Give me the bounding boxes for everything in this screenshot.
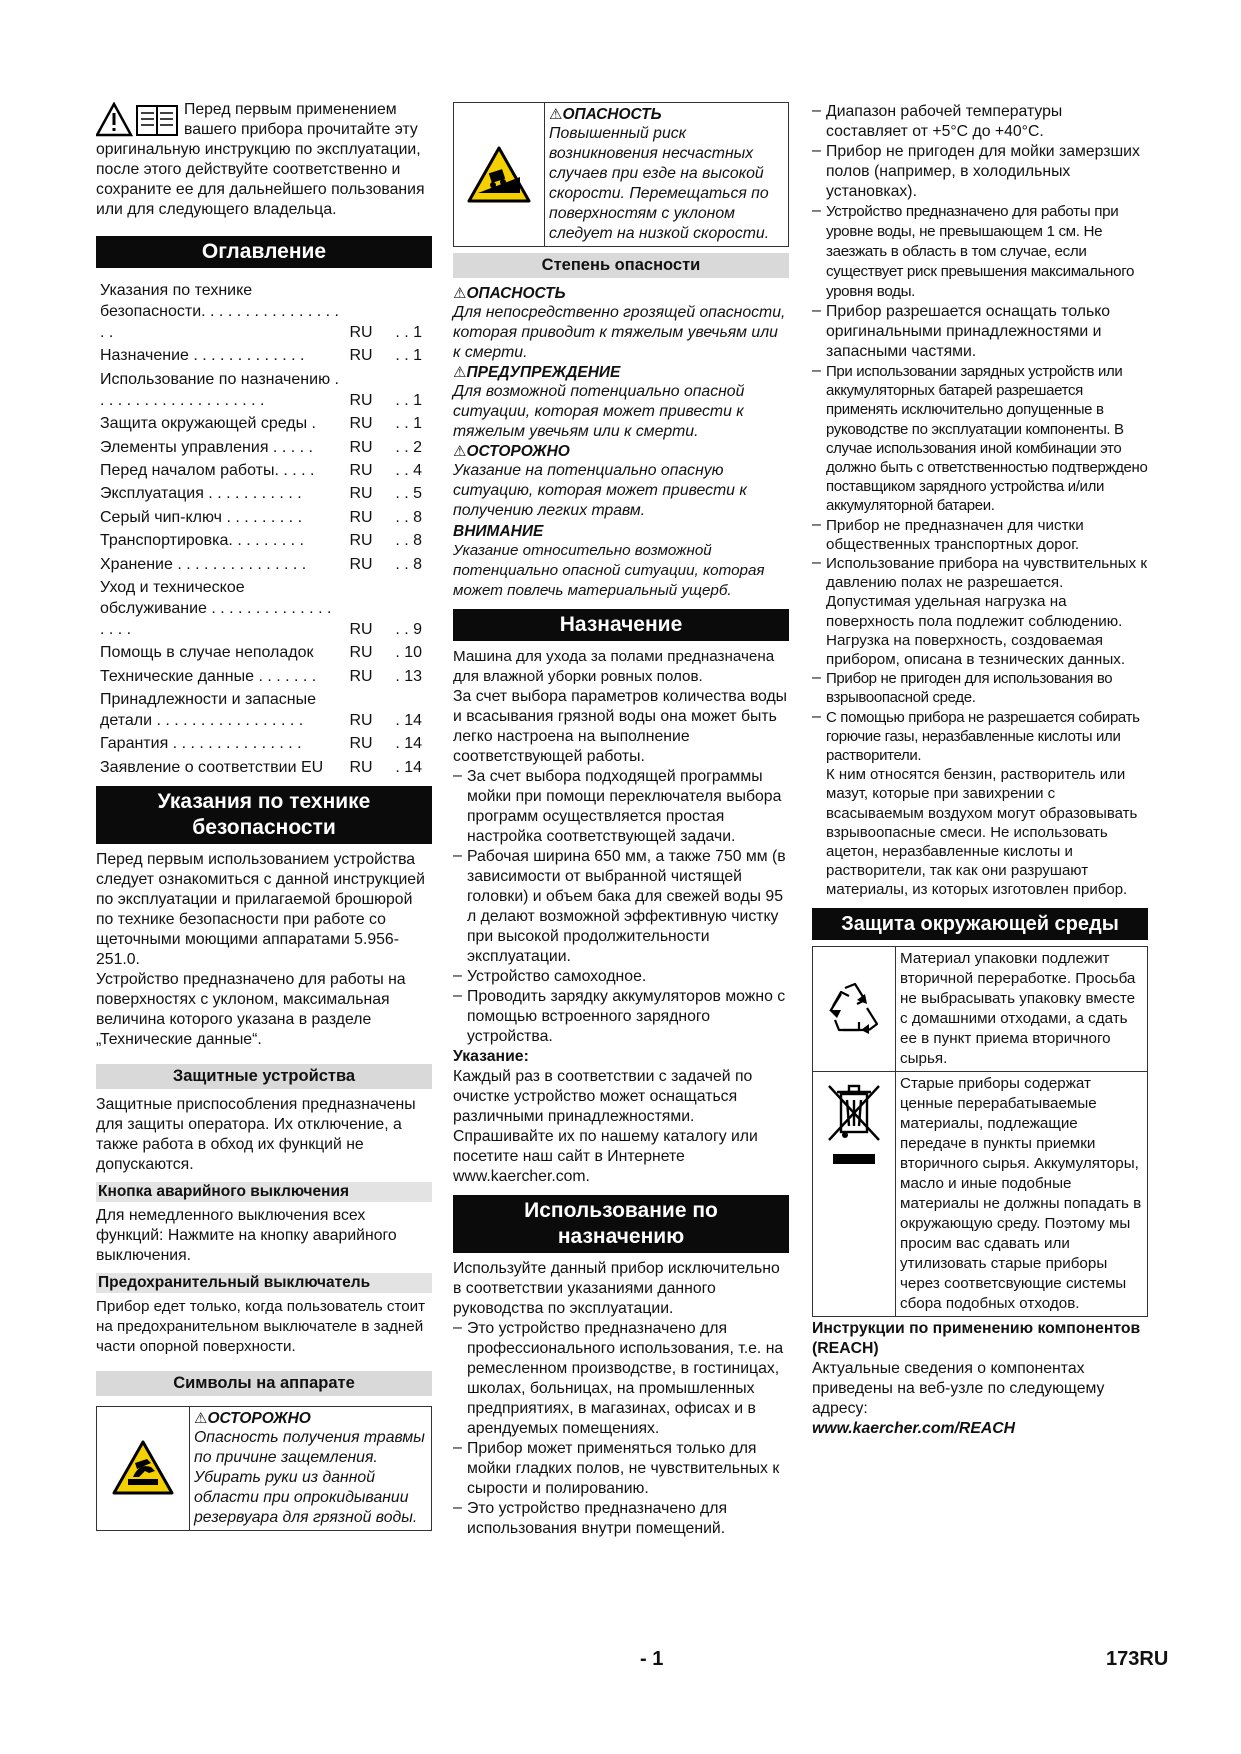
toc-row[interactable]: Гарантия . . . . . . . . . . . . . . . RU . 14 — [100, 735, 422, 753]
list-item: – Диапазон рабочей температуры составляет от +5°C до +40°C. — [812, 102, 1063, 140]
intended-use-intro: Используйте данный прибор исключительно в соответствии указаниями данного руководства по эксплуатации. — [453, 1260, 780, 1317]
intended-use-title: Использование по назначению — [453, 1195, 789, 1253]
intro-text: Перед первым применением вашего прибора прочитайте эту оригинальную инструкцию по эксплуатации, после этого действуйте соответственно и сохраните ее для дальнейшего пользования или для следующего владельца. — [96, 101, 425, 218]
emergency-stop-text: Для немедленного выключения всех функций: Нажмите на кнопку аварийного выключения. — [96, 1206, 397, 1264]
old-devices-box — [812, 1072, 1148, 1317]
intro-icons — [96, 102, 180, 138]
warning-triangle-icon — [97, 104, 131, 135]
warning-triangle-icon: ⚠ — [453, 285, 467, 302]
toc-row[interactable]: Элементы управления . . . . . RU . . 2 — [100, 438, 422, 456]
toc-row[interactable]: Указания по технике безопасности. . . . . . . . . . . . . . . . . . RU . . 1 — [100, 282, 422, 341]
warning-triangle-icon: ⚠ — [194, 1409, 208, 1427]
toc-row[interactable]: Принадлежности и запасные детали . . . . . . . . . . . . . . . . . RU . 14 — [100, 691, 422, 730]
warning-triangle-icon: ⚠ — [549, 106, 563, 123]
packaging-text: Материал упаковки подлежит вторичной переработке. Просьба не выбрасывать упаковку вместе с домашними отходами, а сдать ее в пункт приема вторичного сырья. — [900, 949, 1136, 1067]
slope-hazard-icon — [454, 103, 545, 246]
pinch-hazard-icon — [97, 1407, 190, 1530]
list-item: – С помощью прибора не разрешается собирать горючие газы, неразбавленные кислоты или растворители. — [812, 707, 1140, 765]
toc-row[interactable]: Хранение . . . . . . . . . . . . . . . RU . . 8 — [100, 555, 422, 573]
caution-label-row: ⚠ОСТОРОЖНО — [453, 443, 570, 460]
toc-row[interactable]: Помощь в случае неполадок RU . 10 — [100, 644, 422, 662]
reach-link[interactable]: www.kaercher.com/REACH — [812, 1419, 1016, 1437]
safety-switch-heading: Предохранительный выключатель — [96, 1273, 432, 1293]
pinch-warning-text: Опасность получения травмы по причине защемления. Убирать руки из данной области при опрокидывании резервуара для грязной воды. — [194, 1428, 425, 1526]
notice-text: Указание относительно возможной потенциально опасной ситуации, которая может повлечь материальный ущерб. — [453, 542, 765, 599]
warning-text: Для возможной потенциально опасной ситуации, которая может привести к тяжелым увечьям или к смерти. — [453, 383, 745, 440]
list-item: – Рабочая ширина 650 мм, а также 750 мм (в зависимости от выбранной чистящей головки) и объем бака для свежей воды 95 л делают возможной эффективную чистку при высокой продолжительности эксплуатации. — [453, 847, 786, 965]
list-item: – Прибор разрешается оснащать только оригинальными принадлежностями и запасными частями. — [812, 302, 1111, 360]
column-right — [812, 102, 1148, 1439]
list-item: – Прибор может применяться только для мойки гладких полов, не чувствительных к сырости и полированию. — [453, 1439, 780, 1497]
warning-triangle-icon: ⚠ — [453, 443, 467, 460]
solvents-text: К ним относятся бензин, растворитель или мазут, которые при завихрении с всасываемым воздухом могут образовывать взрывоопасные смеси. Не использовать ацетон, неразбавленные кислоты и растворители, так как они разрушают материалы, из которых изготовлен прибор. — [826, 766, 1138, 899]
warning-label-row: ⚠ПРЕДУПРЕЖДЕНИЕ — [453, 364, 621, 381]
symbols-heading: Символы на аппарате — [96, 1371, 432, 1396]
note-text: Каждый раз в соответствии с задачей по очистке устройство может оснащаться различными принадлежностями. Спрашивайте их по нашему каталогу или посетите наш сайт в Интернете www.kaercher.com. — [453, 1068, 758, 1185]
pinch-warning-text-block — [190, 1407, 431, 1530]
packaging-box — [812, 946, 1148, 1072]
list-item: – Это устройство предназначено для использования внутри помещений. — [453, 1499, 727, 1537]
warning-triangle-icon: ⚠ — [453, 364, 467, 381]
list-item: – Проводить зарядку аккумуляторов можно с помощью встроенного зарядного устройства. — [453, 987, 786, 1045]
caution-text: Указание на потенциально опасную ситуацию, которая может привести к получению легких травм. — [453, 462, 747, 519]
environment-title: Защита окружающей среды — [812, 908, 1148, 940]
toc-row[interactable]: Заявление о соответствии EU RU . 14 — [100, 758, 422, 776]
slope-danger-text-block — [545, 103, 788, 246]
list-item: – При использовании зарядных устройств или аккумуляторных батарей разрешается применять исключительно допущенные в руководстве по эксплуатации компоненты. В случае использования иной комбинации это должно быть с ответственностью подтверждено поставщиком зарядного устройства и/или аккумуляторной батареи. — [812, 362, 1148, 515]
list-item: – Использование прибора на чувствительных к давлению полах не разрешается. Допустимая удельная нагрузка на поверхность пола подлежит соблюдению. Нагрузка на поверхность, создоваемая прибором, описана в тезнических данных. — [812, 554, 1147, 669]
toc-row[interactable]: Назначение . . . . . . . . . . . . . RU . . 1 — [100, 347, 422, 365]
list-item: – Прибор не пригоден для мойки замерзших полов (например, в холодильных установках). — [812, 142, 1140, 200]
safety-title: Указания по технике безопасности — [96, 786, 432, 844]
column-middle — [453, 102, 789, 1539]
list-item: – За счет выбора подходящей программы мойки при помощи переключателя выбора программ осуществляется простая настройка соответствующей задачи. — [453, 767, 782, 845]
old-devices-text: Старые приборы содержат ценные перерабатываемые материалы, подлежащие передаче в пункты приемки вторичного сырья. Аккумуляторы, масло и иные подобные материалы не должны попадать в окружающую среду. Поэтому мы просим вас сдавать или утилизовать старые приборы через соответсвующие системы сбора подобных отходов. — [900, 1074, 1142, 1312]
note-label: Указание: — [453, 1048, 529, 1065]
list-item: – Устройство предназначено для работы при уровне воды, не превышающем 1 см. Не заезжать в область в том случае, если существует риск превышения максимального уровня воды. — [812, 202, 1135, 300]
recycling-icon — [813, 947, 896, 1071]
crossed-bin-icon — [813, 1072, 896, 1316]
pinch-warning-label-row: ⚠ОСТОРОЖНО — [194, 1409, 311, 1427]
list-item: – Прибор не пригоден для использования во взрывоопасной среде. — [812, 669, 1113, 707]
reach-heading: Инструкции по применению компонентов (REACH) — [812, 1319, 1141, 1357]
toc-row[interactable]: Технические данные . . . . . . . RU . 13 — [100, 667, 422, 685]
purpose-settings: За счет выбора параметров количества воды и всасывания грязной воды она может быть легко настроена на выполнение соответствующей работы. — [453, 688, 788, 765]
hazard-levels-heading: Степень опасности — [453, 253, 789, 278]
toc-row[interactable]: Транспортировка. . . . . . . . . RU . . 8 — [100, 532, 422, 550]
manual-book-icon — [137, 106, 177, 135]
page-number: - 1 — [640, 1648, 664, 1670]
page-code: 173RU — [1106, 1648, 1169, 1670]
safety-slope-text: Устройство предназначено для работы на поверхностях с уклоном, максимальная величина которого указана в разделе „Технические данные“. — [96, 970, 406, 1048]
danger-text: Для непосредственно грозящей опасности, которая приводит к тяжелым увечьям или к смерти. — [453, 304, 786, 361]
column-left — [96, 100, 432, 1531]
toc-title: Оглавление — [96, 236, 432, 268]
purpose-intro: Машина для ухода за полами предназначена для влажной уборки ровных полов. — [453, 648, 775, 685]
slope-danger-label-row: ⚠ОПАСНОСТЬ — [549, 106, 662, 123]
pinch-warning-box — [96, 1406, 432, 1531]
toc-row[interactable]: Серый чип-ключ . . . . . . . . . RU . . 8 — [100, 508, 422, 526]
list-item: – Устройство самоходное. — [453, 967, 647, 985]
toc-row[interactable]: Перед началом работы. . . . . RU . . 4 — [100, 461, 422, 479]
slope-danger-text: Повышенный риск возникновения несчастных случаев при езде на высокой скорости. Перемещаться по поверхностям с уклоном следует на низкой скорости. — [549, 125, 770, 242]
emergency-stop-heading: Кнопка аварийного выключения — [96, 1182, 432, 1202]
toc-row[interactable]: Использование по назначению . . . . . . . . . . . . . . . . . . . . RU . . 1 — [100, 370, 422, 409]
intro-block — [96, 100, 432, 220]
protective-devices-heading: Защитные устройства — [96, 1064, 432, 1089]
reach-text: Актуальные сведения о компонентах приведены на веб-узле по следующему адресу: — [812, 1359, 1105, 1417]
safety-intro: Перед первым использованием устройства следует ознакомиться с данной инструкцией по эксплуатации и прилагаемой брошюрой по технике безопасности при работе со щеточными моющими аппаратами 5.956-251.0. — [96, 850, 425, 968]
toc-row[interactable]: Эксплуатация . . . . . . . . . . . RU . . 5 — [100, 485, 422, 503]
list-item: – Это устройство предназначено для профессионального использования, т.е. на ремесленном производстве, в гостиницах, школах, больницах, на промышленных предприятиях, в магазинах, офисах и в арендуемых помещениях. — [453, 1319, 784, 1437]
notice-label: ВНИМАНИЕ — [453, 523, 544, 540]
purpose-title: Назначение — [453, 609, 789, 641]
table-of-contents — [100, 280, 432, 778]
danger-label-row: ⚠ОПАСНОСТЬ — [453, 285, 566, 302]
slope-danger-box — [453, 102, 789, 247]
toc-row[interactable]: Уход и техническое обслуживание . . . . . . . . . . . . . . . . . . RU . . 9 — [100, 578, 422, 638]
toc-row[interactable]: Защита окружающей среды . RU . . 1 — [100, 415, 422, 433]
safety-switch-text: Прибор едет только, когда пользователь стоит на предохранительном выключателе в задней части опорной поверхности. — [96, 1297, 426, 1355]
protective-devices-text: Защитные приспособления предназначены для защиты оператора. Их отключение, а также работа в обход их функций не допускаются. — [96, 1095, 416, 1173]
list-item: – Прибор не предназначен для чистки общественных транспортных дорог. — [812, 515, 1084, 553]
